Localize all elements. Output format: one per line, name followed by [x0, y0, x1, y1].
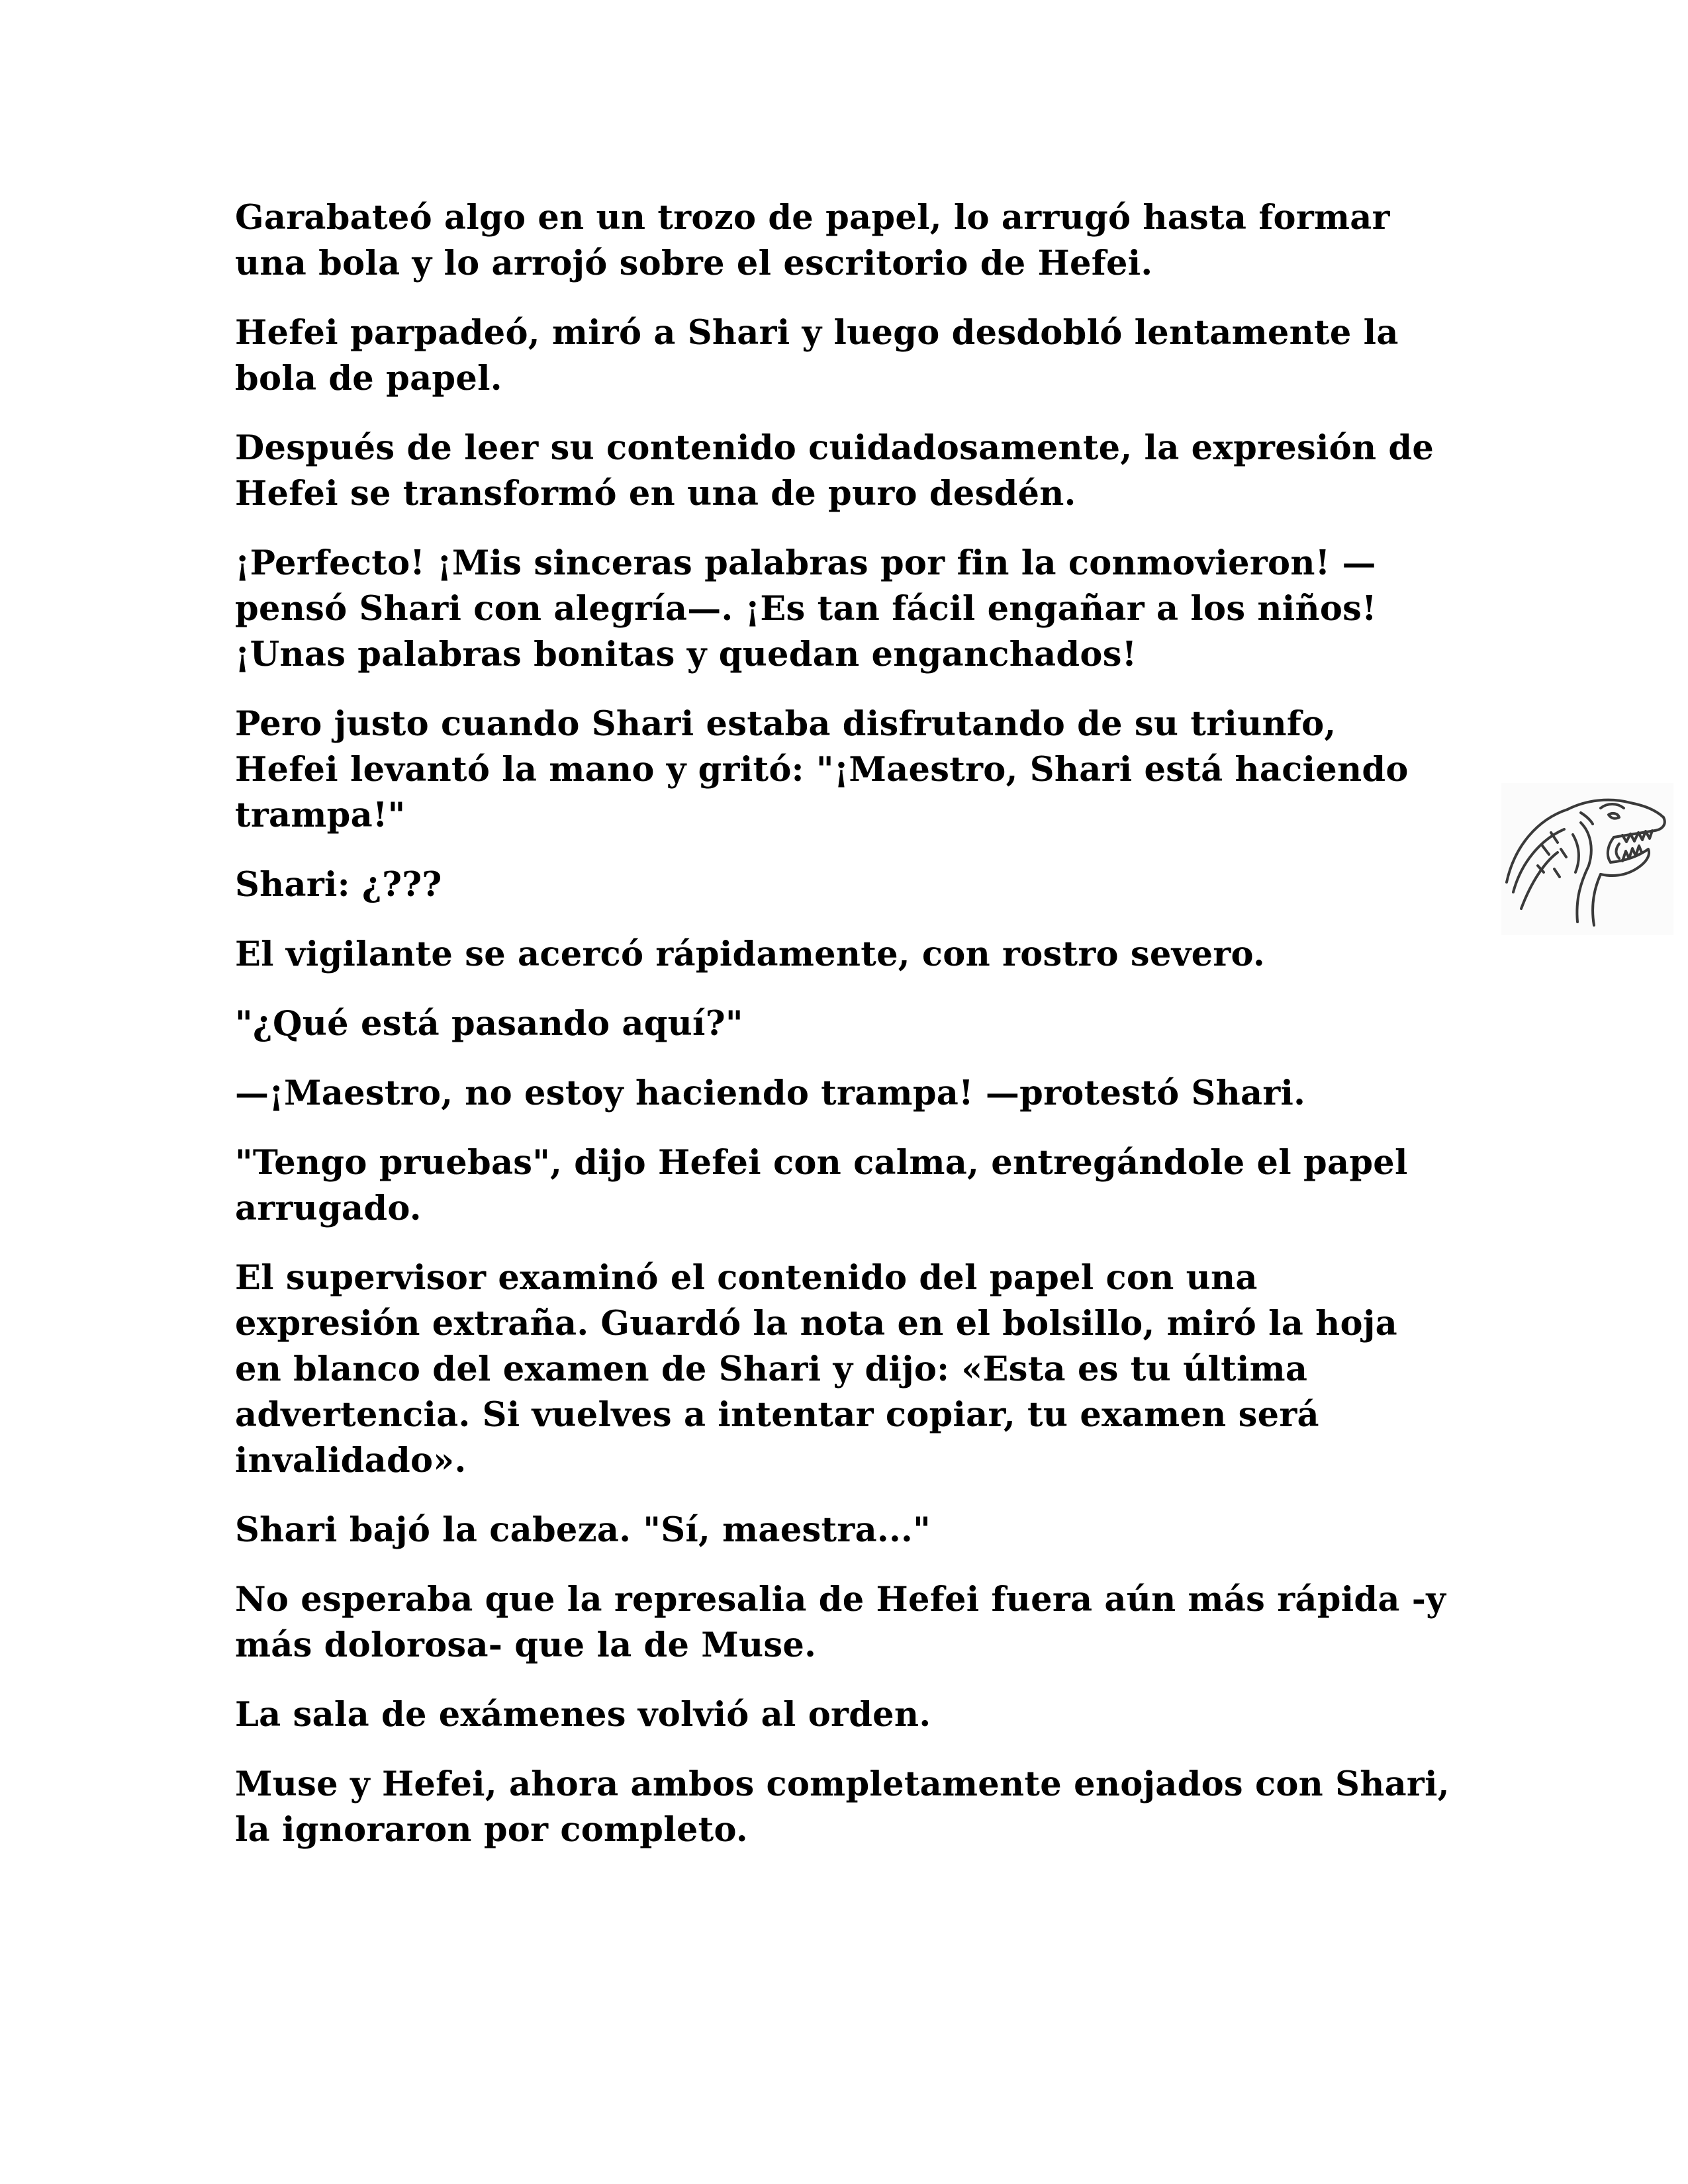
paragraph-13: No esperaba que la represalia de Hefei fuera aún más rápida -y más dolorosa- que la de Muse. — [235, 1580, 1446, 1665]
story-text — [235, 195, 1470, 1877]
paragraph-5: Pero justo cuando Shari estaba disfrutando de su triunfo, Hefei levantó la mano y gritó: "¡Maestro, Shari está haciendo trampa!" — [235, 704, 1409, 835]
paragraph-11: El supervisor examinó el contenido del papel con una expresión extraña. Guardó la nota en el bolsillo, miró la hoja en blanco del examen de Shari y dijo: «Esta es tu última advertencia. Si vuelves a intentar copiar, tu examen será invalidado». — [235, 1258, 1397, 1480]
paragraph-12: Shari bajó la cabeza. "Sí, maestra..." — [235, 1510, 931, 1550]
paragraph-6: Shari: ¿??? — [235, 865, 442, 905]
paragraph-14: La sala de exámenes volvió al orden. — [235, 1695, 931, 1735]
paragraph-1: Garabateó algo en un trozo de papel, lo arrugó hasta formar una bola y lo arrojó sobre el escritorio de Hefei. — [235, 198, 1390, 283]
paragraph-9: —¡Maestro, no estoy haciendo trampa! —protestó Shari. — [235, 1073, 1306, 1113]
paragraph-10: "Tengo pruebas", dijo Hefei con calma, entregándole el papel arrugado. — [235, 1143, 1408, 1228]
paragraph-4: ¡Perfecto! ¡Mis sinceras palabras por fin la conmovieron! — pensó Shari con alegría—. ¡Es tan fácil engañar a los niños! ¡Unas palabras bonitas y quedan enganchados! — [235, 543, 1377, 674]
dinosaur-head-sketch-icon — [1501, 783, 1673, 935]
dinosaur-sketch-drawing — [1501, 783, 1673, 935]
paragraph-8: "¿Qué está pasando aquí?" — [235, 1004, 743, 1044]
paragraph-7: El vigilante se acercó rápidamente, con rostro severo. — [235, 934, 1266, 974]
paragraph-2: Hefei parpadeó, miró a Shari y luego desdobló lentamente la bola de papel. — [235, 313, 1399, 398]
paragraph-15: Muse y Hefei, ahora ambos completamente enojados con Shari, la ignoraron por completo. — [235, 1764, 1450, 1850]
paragraph-3: Después de leer su contenido cuidadosamente, la expresión de Hefei se transformó en una de puro desdén. — [235, 428, 1434, 514]
